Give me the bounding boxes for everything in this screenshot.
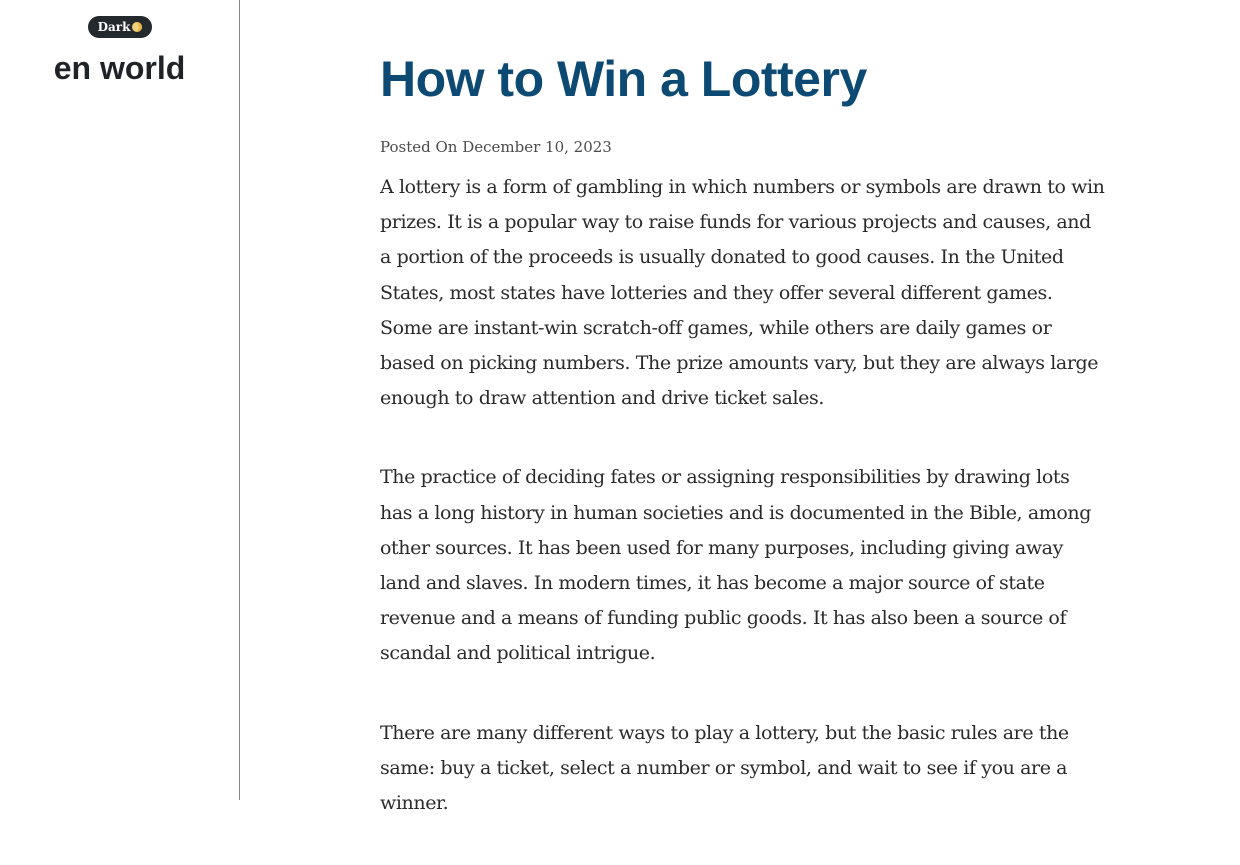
- post-paragraph: A lottery is a form of gambling in which numbers or symbols are drawn to win prizes. It is a popular way to raise funds for various projects and causes, and a portion of the proceeds is usually donated to good causes. In the United States, most states have lotteries and they offer several different games. Some are instant-win scratch-off games, while others are daily games or based on picking numbers. The prize amounts vary, but they are always large enough to draw attention and drive ticket sales.: [380, 176, 1105, 410]
- post-title: How to Win a Lottery: [380, 51, 867, 107]
- post-date: December 10, 2023: [462, 138, 612, 156]
- site-title[interactable]: en world: [53, 50, 186, 86]
- dark-mode-toggle[interactable]: [88, 16, 152, 38]
- post-paragraph: There are many different ways to play a lottery, but the basic rules are the same: buy a ticket, select a number or symbol, and wait to see if you are a winner.: [380, 721, 1069, 815]
- main-content: [240, 0, 1240, 815]
- post-body: [380, 170, 1105, 821]
- sidebar: [0, 0, 240, 800]
- post-meta-prefix: Posted On: [380, 138, 458, 156]
- post-paragraph: The practice of deciding fates or assigning responsibilities by drawing lots has a long history in human societies and is documented in the Bible, among other sources. It has been used for many purposes, including giving away land and slaves. In modern times, it has become a major source of state revenue and a means of funding public goods. It has also been a source of scandal and political intrigue.: [380, 466, 1092, 665]
- article: [380, 48, 1105, 865]
- post-meta: [380, 138, 1105, 156]
- moon-icon: [132, 22, 142, 32]
- dark-mode-label: Dark: [97, 20, 131, 34]
